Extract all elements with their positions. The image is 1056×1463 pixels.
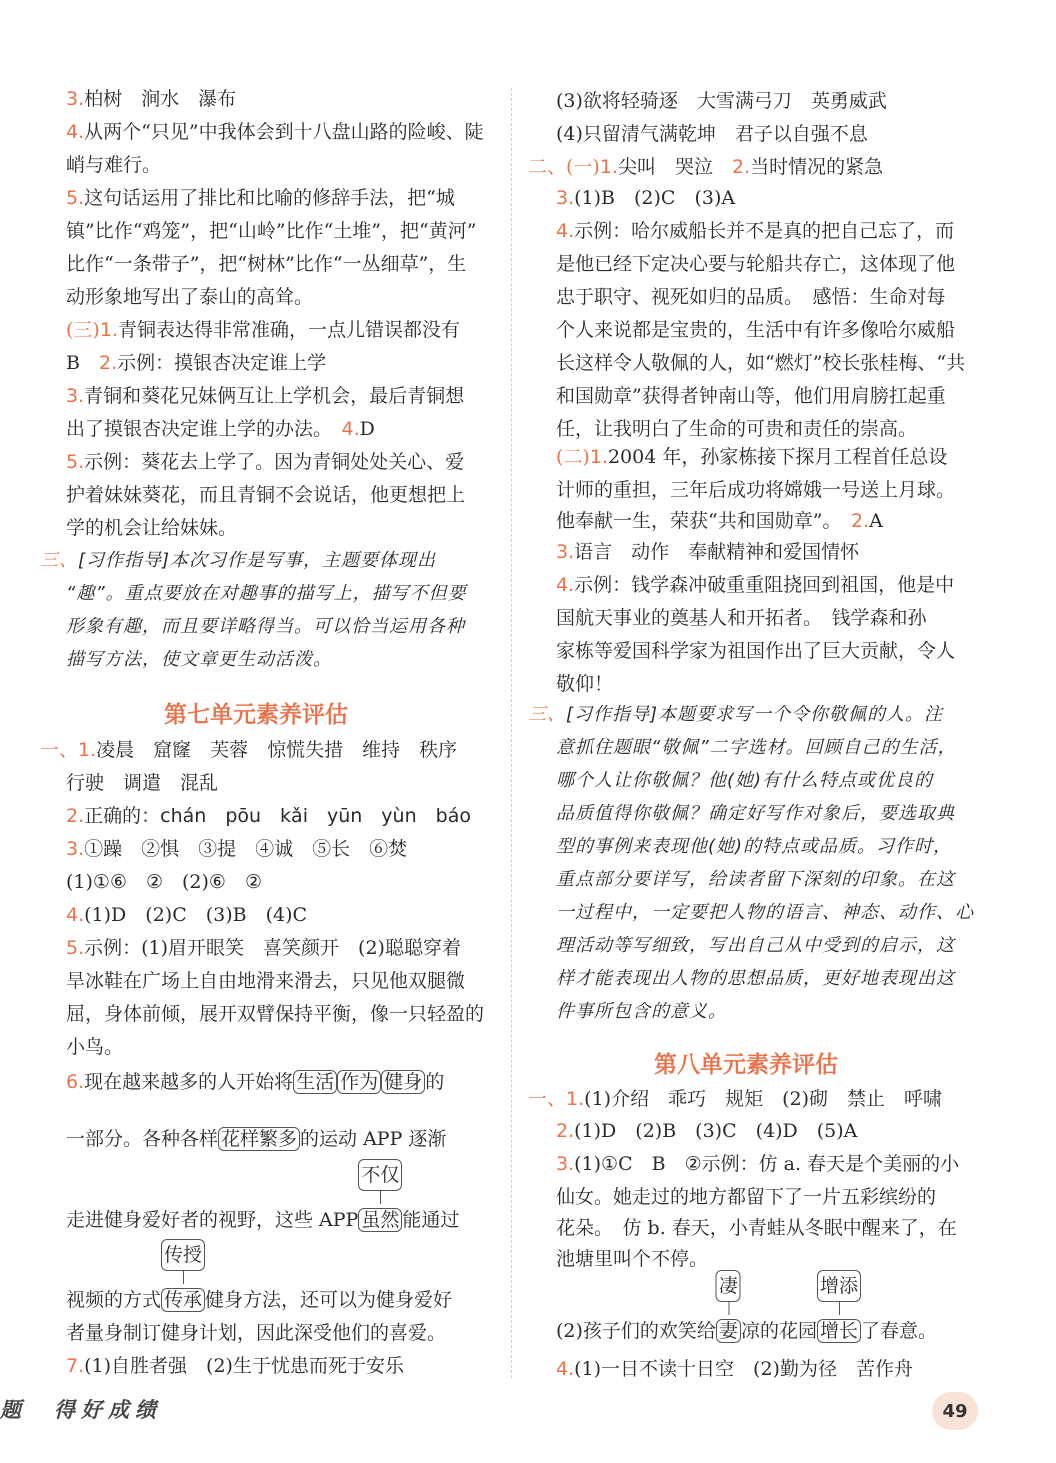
answer-line: 者量身制订健身计划，因此深受他们的喜爱。	[66, 1322, 447, 1344]
writing-guide: “趣”。重点要放在对趣事的描写上，描写不但要	[66, 583, 467, 604]
correction-box: 妻	[716, 1319, 741, 1343]
answer-line: 国航天事业的奠基人和开拓者。 钱学森和孙	[556, 607, 927, 629]
answer-line: 3.语言 动作 奉献精神和爱国情怀	[556, 541, 860, 563]
correction-line: 走进健身爱好者的视野，这些 APP 虽然 不仅 能通过	[66, 1205, 459, 1235]
answer-line: 屈，身体前倾，展开双臂保持平衡，像一只轻盈的	[66, 1003, 485, 1025]
answer-line: 一、1.(1)介绍 乖巧 规矩 (2)砌 禁止 呼啸	[528, 1088, 942, 1110]
answer-line: 动形象地写出了泰山的高耸。	[66, 286, 314, 308]
answer-line: 4.从两个“只见”中我体会到十八盘山路的险峻、陡	[66, 121, 484, 143]
answer-line: 2.(1)D (2)B (3)C (4)D (5)A	[556, 1120, 858, 1142]
answer-line: (1)①⑥ ② (2)⑥ ②	[66, 871, 262, 893]
correction-line: (2)孩子们的欢笑给 妻 凄 凉的花园 增长 增添 了春意。	[556, 1316, 937, 1346]
answer-line: 旱冰鞋在广场上自由地滑来滑去，只见他双腿微	[66, 970, 466, 992]
unit-title: 第八单元素养评估	[654, 1052, 838, 1078]
answer-line: 一、1.凌晨 窟窿 芙蓉 惊慌失措 维持 秩序	[40, 739, 458, 761]
answer-line: 和国勋章”获得者钟南山等，他们用肩膀扛起重	[556, 385, 946, 407]
answer-line: 任，让我明白了生命的可贵和责任的崇高。	[556, 418, 918, 440]
correction-box: 健身	[381, 1070, 425, 1094]
answer-line: (3)欲将轻骑逐 大雪满弓刀 英勇威武	[556, 90, 887, 112]
answer-line: 3.①躁 ②惧 ③提 ④诚 ⑤长 ⑥焚	[66, 838, 408, 860]
writing-guide: 重点部分要详写，给读者留下深刻的印象。在这	[556, 869, 955, 890]
answer-line: 行驶 调遣 混乱	[66, 772, 219, 794]
writing-guide: 哪个人让你敬佩？他(她)有什么特点或优良的	[556, 770, 934, 791]
writing-guide: 形象有趣，而且要详略得当。可以恰当运用各种	[66, 616, 465, 637]
answer-line: 忠于职守、视死如归的品质。 感悟：生命对每	[556, 286, 946, 308]
correction-box: 传承	[161, 1288, 205, 1312]
answer-line: 3.(1)B (2)C (3)A	[556, 187, 736, 209]
answer-line: (4)只留清气满乾坤 君子以自强不息	[556, 123, 868, 145]
correction-box: 增长	[817, 1319, 861, 1343]
correction-box: 虽然	[358, 1208, 402, 1232]
answer-line: 3.青铜和葵花兄妹俩互让上学机会，最后青铜想	[66, 385, 465, 407]
answer-line: 学的机会让给妹妹。	[66, 517, 238, 539]
correction-box: 花样繁多	[218, 1127, 300, 1151]
answer-line: 峭与难行。	[66, 154, 162, 176]
writing-guide: 三、[习作指导]本题要求写一个令你敬佩的人。注	[528, 704, 944, 725]
answer-line: (三)1.青铜表达得非常准确，一点儿错误都没有	[66, 319, 460, 341]
answer-line: 4.(1)D (2)C (3)B (4)C	[66, 904, 308, 926]
answer-line: 出了摸银杏决定谁上学的办法。 4.D	[66, 418, 375, 440]
writing-guide: 理活动等写细致，写出自己从中受到的启示，这	[556, 935, 955, 956]
writing-guide: 三、[习作指导]本次习作是写事，主题要体现出	[40, 550, 437, 571]
answer-line: 7.(1)自胜者强 (2)生于忧患而死于安乐	[66, 1355, 404, 1377]
answer-line: 长这样令人敬佩的人，如“燃灯”校长张桂梅、“共	[556, 352, 966, 374]
writing-guide: 描写方法，使文章更生动活泼。	[66, 649, 332, 670]
correction-box: 作为	[337, 1070, 381, 1094]
answer-line: 敬仰！	[556, 673, 614, 695]
writing-guide: 品质值得你敬佩？确定好写作对象后，要选取典	[556, 803, 955, 824]
answer-line: 池塘里叫个不停。	[556, 1248, 709, 1270]
answer-line: (二)1.2004 年，孙家栋接下探月工程首任总设	[556, 446, 948, 468]
answer-line: 二、(一)1.尖叫 哭泣 2.当时情况的紧急	[528, 156, 884, 178]
writing-guide: 样才能表现出人物的思想品质，更好地表现出这	[556, 968, 955, 989]
footer-slogan: 题 得好成绩	[0, 1397, 162, 1422]
correction-box: 生活	[293, 1070, 337, 1094]
answer-line: B 2.示例：摸银杏决定谁上学	[66, 352, 327, 374]
unit-title: 第七单元素养评估	[164, 702, 348, 728]
answer-line: 比作“一条带子”，把“树林”比作“一丛细草”，生	[66, 253, 467, 275]
writing-guide: 型的事例来表现他(她)的特点或品质。习作时，	[556, 836, 953, 857]
answer-line: 仙女。她走过的地方都留下了一片五彩缤纷的	[556, 1186, 937, 1208]
column-divider	[511, 88, 512, 1378]
answer-line: 花朵。 仿 b. 春天，小青蛙从冬眠中醒来了，在	[556, 1217, 957, 1239]
correction-insert: 不仅	[358, 1159, 402, 1191]
correction-insert: 增添	[817, 1270, 861, 1302]
answer-line: 是他已经下定决心要与轮船共存亡，这体现了他	[556, 253, 956, 275]
correction-line: 一部分。各种各样 花样繁多 的运动 APP 逐渐	[66, 1128, 447, 1150]
answer-line: 他奉献一生，荣获“共和国勋章”。 2.A	[556, 510, 883, 532]
answer-line: 个人来说都是宝贵的，生活中有许多像哈尔威船	[556, 319, 956, 341]
answer-line: 5.示例：(1)眉开眼笑 喜笑颜开 (2)聪聪穿着	[66, 937, 461, 959]
answer-line: 计师的重担，三年后成功将嫦娥一号送上月球。	[556, 479, 956, 501]
answer-line: 2.正确的：chán pōu kǎi yūn yùn báo	[66, 805, 471, 827]
answer-line: 3.柏树 涧水 瀑布	[66, 88, 237, 110]
answer-line: 家栋等爱国科学家为祖国作出了巨大贡献，令人	[556, 640, 956, 662]
answer-line: 3.(1)①C B ②示例：仿 a. 春天是个美丽的小	[556, 1153, 960, 1175]
writing-guide: 意抓住题眼“敬佩”二字选材。回顾自己的生活，	[556, 737, 957, 758]
answer-line: 4.(1)一日不读十日空 (2)勤为径 苦作舟	[556, 1358, 913, 1380]
writing-guide: 一过程中，一定要把人物的语言、神态、动作、心	[556, 902, 974, 923]
answer-line: 5.示例：葵花去上学了。因为青铜处处关心、爱	[66, 451, 465, 473]
answer-line: 4.示例：钱学森冲破重重阻挠回到祖国，他是中	[556, 574, 955, 596]
answer-line: 镇”比作“鸡笼”，把“山岭”比作“土堆”，把“黄河”	[66, 220, 477, 242]
page-number: 49	[932, 1392, 978, 1430]
correction-insert: 传授	[161, 1239, 205, 1271]
answer-line: 5.这句话运用了排比和比喻的修辞手法，把“城	[66, 187, 455, 209]
answer-line: 护着妹妹葵花，而且青铜不会说话，他更想把上	[66, 484, 466, 506]
correction-line: 视频的方式 传承 传授 健身方法，还可以为健身爱好	[66, 1285, 452, 1315]
correction-line: 6.现在越来越多的人开始将 生活 作为 健身 的	[66, 1071, 445, 1093]
answer-line: 4.示例：哈尔威船长并不是真的把自己忘了，而	[556, 220, 955, 242]
answer-line: 小鸟。	[66, 1036, 124, 1058]
correction-insert: 凄	[716, 1270, 741, 1302]
writing-guide: 件事所包含的意义。	[556, 1001, 727, 1022]
